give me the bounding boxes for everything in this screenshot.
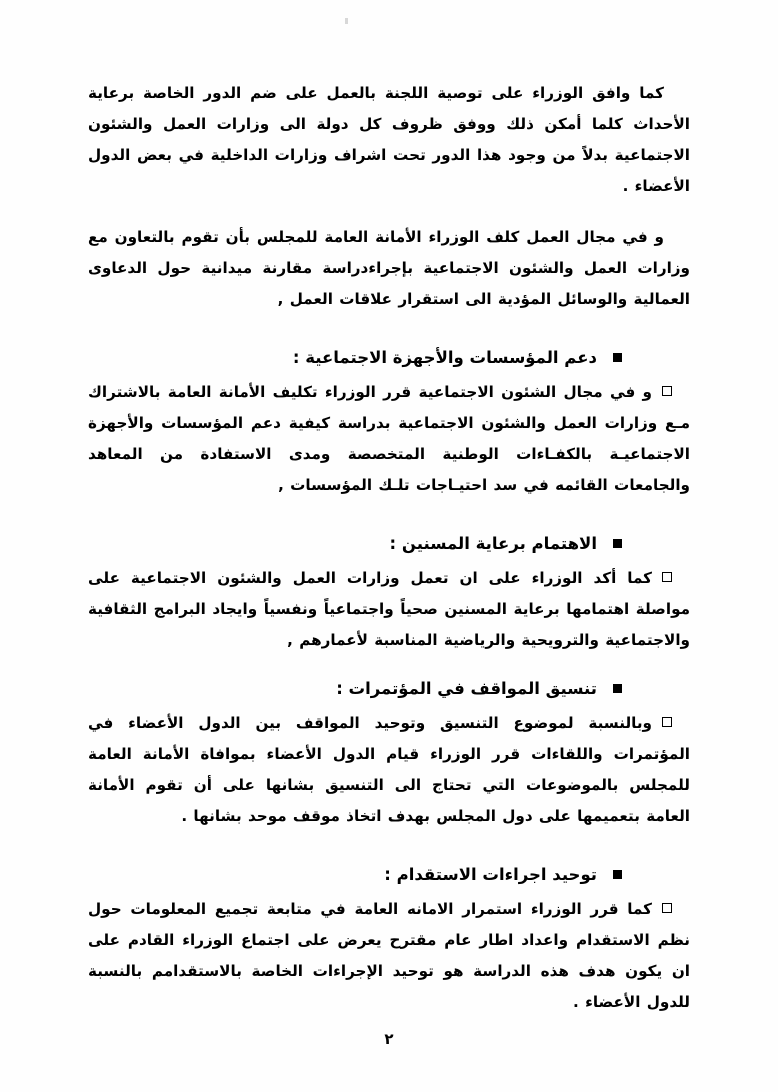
section-2-paragraph (88, 563, 690, 656)
hollow-square-bullet-icon (662, 386, 672, 396)
filled-square-bullet-icon (613, 684, 622, 693)
document-body (88, 78, 690, 1022)
hollow-square-bullet-icon (662, 572, 672, 582)
section-3-paragraph (88, 708, 690, 832)
paragraph-intro-1: كما وافق الوزراء على توصية اللجنة بالعمل على ضم الدور الخاصة برعاية الأحداث كلما أمكن ذلك ووفق ظروف كل دولة الى وزارات العمل والشئون الاجتماعية بدلاً من وجود هذا الدور تحت اشراف وزارات الداخلية في بعض الدول الأعضاء . (88, 84, 690, 195)
hollow-square-bullet-icon (662, 717, 672, 727)
filled-square-bullet-icon (613, 539, 622, 548)
spacer (88, 206, 690, 222)
section-1-paragraph-text: و في مجال الشئون الاجتماعية قرر الوزراء تكليف الأمانة العامة بالاشتراك مـع وزارات العمل والشئون الاجتماعية بدراسة كيفية دعم المؤسسات والأجهزة الاجتماعيـة بالكفـاءات الوطنية المتخصصة ومدى الاستفادة من المعاهد والجامعات القائمه في سد احتيـاجات تلـك المؤسسات , (88, 383, 690, 494)
spacer (88, 319, 690, 345)
section-title: الاهتمام برعاية المسنين : (389, 534, 597, 553)
filled-square-bullet-icon (613, 353, 622, 362)
section-title: تنسيق المواقف في المؤتمرات : (336, 679, 597, 698)
section-title: دعم المؤسسات والأجهزة الاجتماعية : (292, 348, 597, 367)
page-number: ٢ (384, 1030, 394, 1048)
paragraph-intro-2: و في مجال العمل كلف الوزراء الأمانة العامة للمجلس بأن تقوم بالتعاون مع وزارات العمل والشئون الاجتماعية بإجراءدراسة مقارنة ميدانية حول الدعاوى العمالية والوسائل المؤدية الى استقرار علاقات العمل , (88, 228, 690, 308)
page-speck (345, 18, 348, 24)
section-heading-conference-positions (88, 676, 690, 702)
section-heading-elderly-care (88, 531, 690, 557)
section-2-paragraph-text: كما أكد الوزراء على ان تعمل وزارات العمل والشئون الاجتماعية على مواصلة اهتمامها برعاية المسنين صحياً واجتماعياً ونفسياً وايجاد البرامج الثقافية والاجتماعية والترويحية والرياضية المناسبة لأعمارهم , (88, 569, 690, 649)
spacer (88, 505, 690, 531)
hollow-square-bullet-icon (662, 903, 672, 913)
section-3-paragraph-text: وبالنسبة لموضوع التنسيق وتوحيد المواقف بين الدول الأعضاء في المؤتمرات واللقاءات قرر الوزراء قيام الدول الأعضاء بموافاة الأمانة العامة للمجلس بالموضوعات التي تحتاج الى التنسيق بشانها على أن تقوم الأمانة العامة بتعميمها على دول المجلس بهدف اتخاذ موقف موحد بشانها . (88, 714, 690, 825)
spacer (88, 660, 690, 676)
section-title: توحيد اجراءات الاستقدام : (384, 865, 597, 884)
section-heading-recruitment-procedures (88, 862, 690, 888)
section-4-paragraph-text: كما قرر الوزراء استمرار الامانه العامة في متابعة تجميع المعلومات حول نظم الاستقدام واعداد اطار عام مقترح يعرض على اجتماع الوزراء القادم على ان يكون هدف هذه الدراسة هو توحيد الإجراءات الخاصة بالاستقدامم بالنسبة للدول الأعضاء . (88, 900, 690, 1011)
section-4-paragraph (88, 894, 690, 1018)
section-1-paragraph (88, 377, 690, 501)
filled-square-bullet-icon (613, 870, 622, 879)
spacer (88, 836, 690, 862)
section-heading-support-institutions (88, 345, 690, 371)
